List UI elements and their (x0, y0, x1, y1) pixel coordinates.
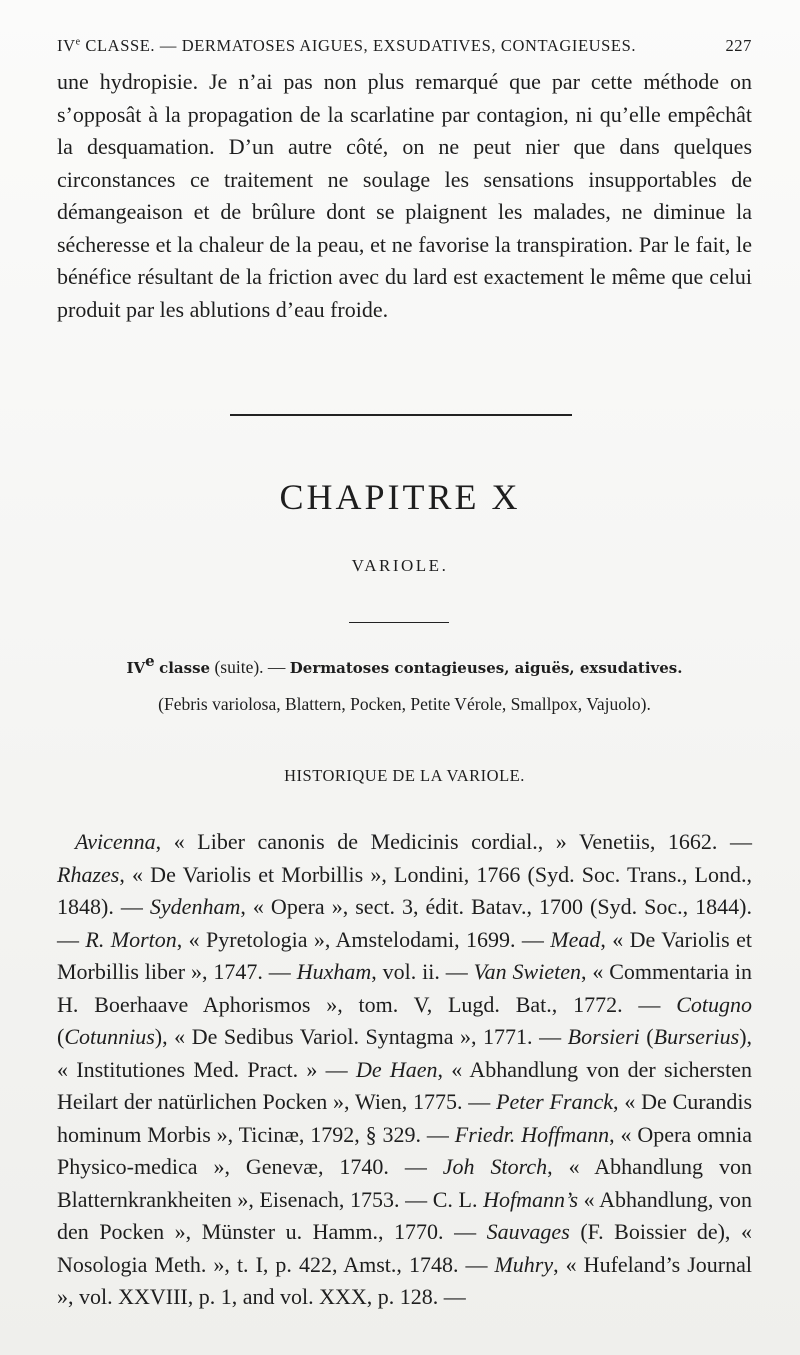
synonyms-line: (Febris variolosa, Blattern, Pocken, Petite Vérole, Smallpox, Vajuolo). (158, 694, 651, 714)
bibliography-author: Muhry (494, 1251, 554, 1277)
bibliography-author: Cotunnius (64, 1024, 155, 1049)
bibliography-author: Avicenna (75, 829, 156, 854)
bibliography-citation: ), « Institutiones Med. Pract. » — (57, 1024, 753, 1082)
bibliography-paragraph (57, 826, 752, 1314)
bibliography-citation: ), « De Sedibus Variol. Syntagma », 1771. — (154, 1024, 568, 1049)
bibliography-author: Mead (550, 926, 601, 952)
class-superscript: e (75, 36, 81, 48)
bibliography-author: Rhazes (57, 861, 120, 887)
class-line-label: classe (159, 658, 211, 677)
bibliography-author: Burserius (653, 1024, 740, 1049)
class-line-bold: Dermatoses contagieuses, aiguës, exsudatives. (289, 658, 683, 677)
bibliography-citation: (F. Boissier de), « Nosologia Meth. », t. I, p. 422, Amst., 1748. — (57, 1219, 752, 1277)
chapter-rule-top (230, 414, 572, 416)
class-line-number: IV (126, 658, 146, 677)
running-head-title (57, 36, 636, 56)
bibliography-citation: , « Opera », sect. 3, édit. Batav., 1700 (Syd. Soc., 1844). — (57, 894, 753, 952)
bibliography-author: R. Morton (85, 926, 177, 952)
bibliography-author: Peter Franck (496, 1089, 614, 1114)
class-number: IV (57, 36, 76, 55)
bibliography-author: Van Swieten (473, 959, 581, 984)
bibliography-citation: , « Liber canonis de Medicinis cordial., » Venetiis, 1662. — (155, 829, 752, 854)
bibliography-citation: , « De Curandis hominum Morbis », Ticinæ, 1792, § 329. — (57, 1089, 753, 1147)
bibliography-author: Joh Storch (442, 1154, 548, 1179)
bibliography-citation: , « Commentaria in H. Boerhaave Aphorismos », tom. V, Lugd. Bat., 1772. — (57, 959, 752, 1017)
bibliography-citation: , « Abhandlung von Blatternkrankheiten », Eisenach, 1753. — (57, 1154, 752, 1212)
running-head-text: CLASSE. — DERMATOSES AIGUES, EXSUDATIVES, CONTAGIEUSES. (80, 36, 637, 55)
bibliography-citation: ( (639, 1024, 654, 1049)
bibliography-citation: , « Pyretologia », Amstelodami, 1699. — (176, 926, 551, 952)
running-head (57, 36, 752, 56)
section-heading: HISTORIQUE DE LA VARIOLE. (284, 766, 525, 785)
chapter-subtitle: VARIOLE. (351, 556, 449, 575)
bibliography-author: Sauvages (486, 1219, 570, 1244)
bibliography-citation: , « Hufeland’s Journal », vol. XXVIII, p. 1, and vol. XXX, p. 128. — (57, 1251, 752, 1309)
page-number: 227 (725, 36, 752, 55)
bibliography-author: Huxham (296, 959, 372, 984)
bibliography-citation: , « De Variolis et Morbillis liber », 1747. — (57, 926, 753, 984)
bibliography-citation: , « Abhandlung von der sichersten Heilart der natürlichen Pocken », Wien, 1775. — (57, 1056, 752, 1114)
bibliography-author: Sydenham (149, 894, 241, 919)
bibliography-citation: C. L. (432, 1186, 484, 1212)
paragraph-continued: une hydropisie. Je n’ai pas non plus remarqué que par cette méthode on s’opposât à la propagation de la scarlatine par contagion, ni qu’elle empêchât la desquamation. D’un autre côté, on ne peut nier que dans quelques circonstances ce traitement ne soulage les sensations insupportables de démangeaison et de brûlure dont se plaignent les malades, ne diminue la sécheresse et la chaleur de la peau, et ne favorise la transpiration. Par le fait, le bénéfice résultant de la friction avec du lard est exactement le même que celui produit par les ablutions d’eau froide. (57, 69, 752, 322)
chapter-title: CHAPITRE X (279, 477, 521, 517)
bibliography-citation: , « De Variolis et Morbillis », Londini, 1766 (Syd. Soc. Trans., Lond., 1848). — (57, 861, 752, 919)
bibliography-author: Hofmann’s (483, 1186, 579, 1212)
bibliography-author: De Haen (355, 1056, 438, 1082)
bibliography-author: Friedr. Hoffmann (454, 1121, 610, 1147)
class-line-suite: (suite). — (210, 656, 290, 677)
bibliography-citation: , « Opera omnia Physico-medica », Genevæ, 1740. — (57, 1121, 752, 1179)
bibliography-author: Borsieri (567, 1024, 640, 1049)
bibliography-author: Cotugno (676, 991, 752, 1017)
class-line-superscript: e (145, 652, 155, 670)
chapter-rule-short (349, 622, 449, 623)
bibliography-citation: ( (57, 1024, 65, 1049)
bibliography-citation: « Abhandlung, von den Pocken », Münster u. Hamm., 1770. — (57, 1186, 752, 1244)
class-line (57, 652, 752, 678)
bibliography-citation: , vol. ii. — (371, 959, 474, 984)
